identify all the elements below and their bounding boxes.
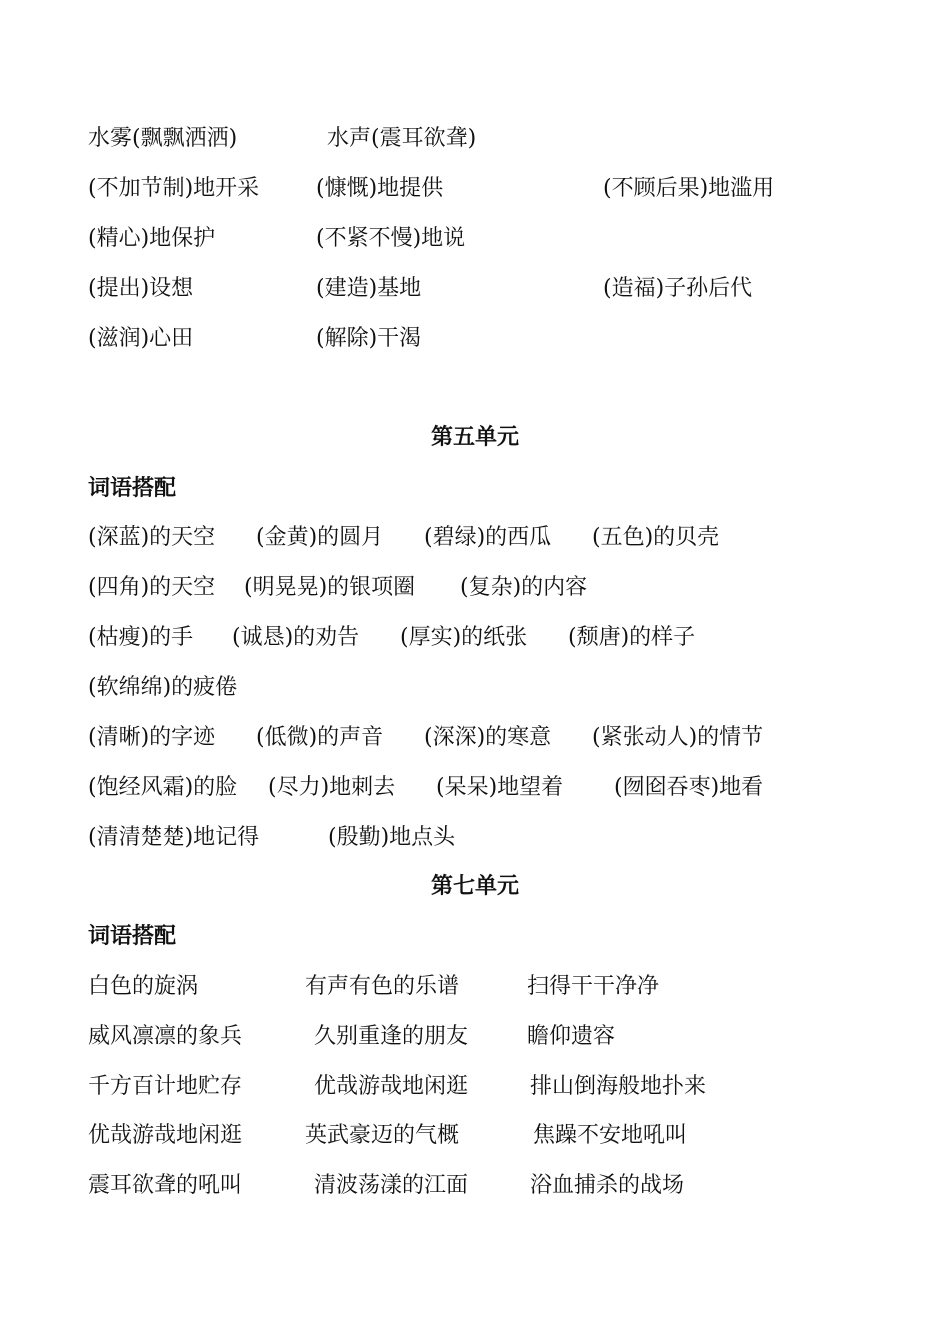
phrase: 千方百计地贮存 xyxy=(88,1074,243,1099)
phrase: (四角)的天空 xyxy=(88,575,216,600)
phrase: 优哉游哉地闲逛 xyxy=(314,1074,469,1099)
phrase: (软绵绵)的疲倦 xyxy=(88,675,238,700)
phrase: (建造)基地 xyxy=(316,276,422,301)
phrase: (枯瘦)的手 xyxy=(88,625,194,650)
phrase: (碧绿)的西瓜 xyxy=(424,525,552,550)
phrase: 水雾(飘飘洒洒) xyxy=(88,126,238,151)
phrase: 瞻仰遗容 xyxy=(527,1024,616,1049)
phrase: (深深)的寒意 xyxy=(424,725,552,750)
phrase: (深蓝)的天空 xyxy=(88,525,216,550)
phrase: (不紧不慢)地说 xyxy=(316,226,466,251)
phrase: 白色的旋涡 xyxy=(88,974,199,999)
phrase: 焦躁不安地吼叫 xyxy=(533,1123,688,1148)
phrase: (囫囵吞枣)地看 xyxy=(614,775,764,800)
phrase: (清晰)的字迹 xyxy=(88,725,216,750)
phrase: 震耳欲聋的吼叫 xyxy=(88,1173,243,1198)
phrase: 英武豪迈的气概 xyxy=(305,1123,460,1148)
phrase: (造福)子孙后代 xyxy=(603,276,753,301)
phrase: (解除)干渴 xyxy=(316,326,422,351)
phrase: (尽力)地刺去 xyxy=(268,775,396,800)
phrase: (不顾后果)地滥用 xyxy=(603,176,775,201)
phrase: (诚恳)的劝告 xyxy=(232,625,360,650)
section-subtitle: 词语搭配 xyxy=(88,924,177,949)
phrase: (殷勤)地点头 xyxy=(328,825,456,850)
phrase: 久别重逢的朋友 xyxy=(314,1024,469,1049)
phrase: 有声有色的乐谱 xyxy=(305,974,460,999)
phrase: (复杂)的内容 xyxy=(460,575,588,600)
phrase: (厚实)的纸张 xyxy=(400,625,528,650)
phrase: 威风凛凛的象兵 xyxy=(88,1024,243,1049)
phrase: (金黄)的圆月 xyxy=(256,525,384,550)
phrase: (清清楚楚)地记得 xyxy=(88,825,260,850)
phrase: 排山倒海般地扑来 xyxy=(530,1074,707,1099)
phrase: 清波荡漾的江面 xyxy=(314,1173,469,1198)
phrase: 优哉游哉地闲逛 xyxy=(88,1123,243,1148)
section-subtitle: 词语搭配 xyxy=(88,476,177,501)
phrase: (颓唐)的样子 xyxy=(568,625,696,650)
phrase: (饱经风霜)的脸 xyxy=(88,775,238,800)
section-title-unit5: 第五单元 xyxy=(430,425,519,450)
section-title-unit7: 第七单元 xyxy=(430,874,519,899)
phrase: (五色)的贝壳 xyxy=(592,525,720,550)
phrase: (不加节制)地开采 xyxy=(88,176,260,201)
phrase: (明晃晃)的银项圈 xyxy=(244,575,416,600)
phrase: (提出)设想 xyxy=(88,276,194,301)
phrase: (慷慨)地提供 xyxy=(316,176,444,201)
phrase: 水声(震耳欲聋) xyxy=(327,126,477,151)
phrase: 浴血捕杀的战场 xyxy=(530,1173,685,1198)
phrase: (精心)地保护 xyxy=(88,226,216,251)
phrase: (紧张动人)的情节 xyxy=(592,725,764,750)
phrase: 扫得干干净净 xyxy=(527,974,660,999)
phrase: (呆呆)地望着 xyxy=(436,775,564,800)
phrase: (滋润)心田 xyxy=(88,326,194,351)
phrase: (低微)的声音 xyxy=(256,725,384,750)
